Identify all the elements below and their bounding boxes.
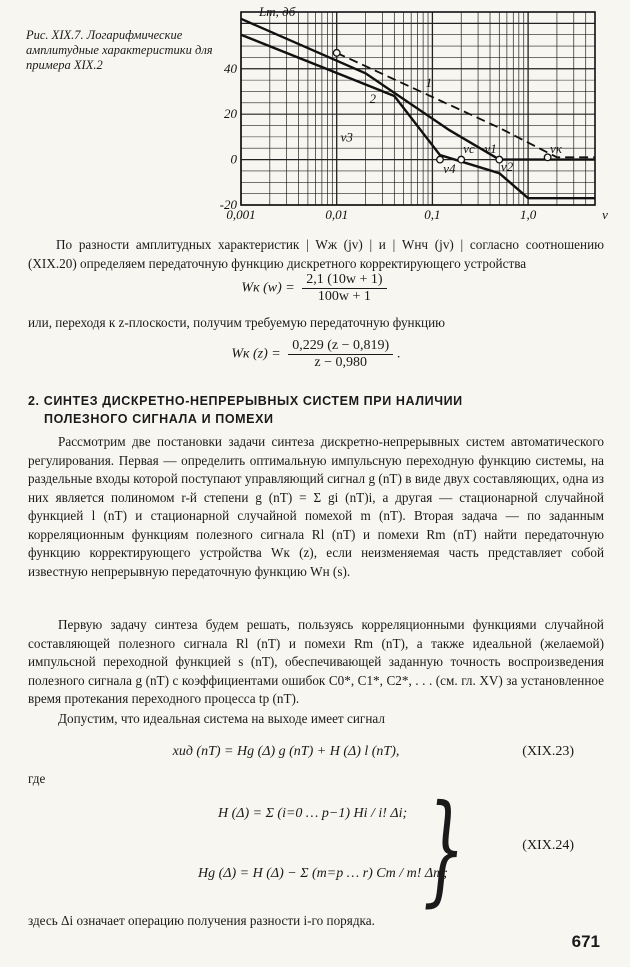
paragraph-6: здесь Δi означает операцию получения разности i-го порядка. (28, 913, 375, 928)
annotation-vc: vc (463, 140, 475, 156)
annotation-v4: v4 (443, 161, 456, 177)
equation-xix-24-line-1: H (Δ) = Σ (i=0 … p−1) Hi / i! Δi; (218, 806, 408, 821)
formula-wk-w-lhs: Wк (w) = (241, 280, 295, 296)
paragraph-3: Рассмотрим две постановки задачи синтеза дискретно-непрерывных систем автоматического регулирования. Первая — определить оптимальную импульсную переходную функцию системы, на раздельные входы которой поступают управляющий сигнал g (nT) в виде двух составляющих, одна из них является полиномом r-й степени g (nT) = Σ gi (nT)i, а другая — стационарной случайной функцией l (nT) и стационарной случайной помехой m (nT). Вторая задача — по заданным корреляционным функциям полезного сигнала Rl (nT) и помехи Rm (nT) найти передаточную функцию корректирующего устройства Wк (z), если неизменяемая часть представляет собой известную непрерывную передаточную функцию Wн (s). (28, 434, 604, 579)
annotation-vk: vк (550, 140, 563, 156)
annotation-v2: v2 (500, 158, 514, 174)
formula-wk-z-lhs: Wк (z) = (231, 346, 281, 362)
where-word: где (28, 771, 46, 786)
figure-caption: Рис. XIX.7. Логарифмические амплитудные характеристики для примера XIX.2 (26, 28, 213, 72)
formula-wk-w (28, 272, 604, 305)
section-heading-line-1: 2. СИНТЕЗ ДИСКРЕТНО-НЕПРЕРЫВНЫХ СИСТЕМ ПРИ НАЛИЧИИ (28, 394, 463, 408)
y-tick-label: 20 (224, 106, 237, 122)
section-heading (28, 392, 588, 428)
y-axis-label: Lm, дб (259, 4, 296, 19)
formula-wk-z-denominator: z − 0,980 (314, 355, 368, 370)
x-tick-label: 1,0 (519, 207, 537, 222)
equation-xix-23-number: (XIX.23) (522, 744, 574, 759)
x-tick-label: 0,001 (226, 207, 256, 222)
series-line-3 (241, 35, 595, 198)
formula-wk-z (28, 338, 604, 371)
paragraph-2: или, переходя к z-плоскости, получим требуемую передаточную функцию (28, 315, 445, 330)
section-heading-line-2: ПОЛЕЗНОГО СИГНАЛА И ПОМЕХИ (44, 412, 274, 426)
paragraph-4: Первую задачу синтеза будем решать, пользуясь корреляционными функциями случайной составляющей полезного сигнала Rl (nT) и помехи Rm (nT), а также идеальной (желаемой) импульсной переходной функцией s (nT), обеспечивающей заданную точность воспроизведения полезного сигнала g (nT) с коэффициентами ошибок C0*, C1*, C2*, . . . (см. гл. XV) за установленное время протекания переходного процесса tp (nT). (28, 617, 604, 706)
page-number: 671 (571, 932, 600, 951)
annotation-curve-1: 1 (425, 74, 433, 90)
figure-chart (219, 2, 615, 227)
data-point-marker (458, 156, 465, 163)
formula-wk-w-numerator: 2,1 (10w + 1) (302, 272, 386, 289)
chart-svg (219, 2, 615, 227)
formula-wk-z-tail: . (397, 346, 401, 362)
x-tick-label: 0,1 (424, 207, 441, 222)
right-brace: } (423, 780, 466, 919)
equation-xix-23 (28, 744, 604, 760)
annotation-v1: v1 (484, 140, 497, 156)
x-axis-label: v (602, 207, 608, 222)
paragraph-1: По разности амплитудных характеристик | Wж (jv) | и | Wнч (jv) | согласно соотношению (XIX.20) определяем передаточную функцию дискретного корректирующего устройства (28, 237, 604, 271)
formula-wk-w-denominator: 100w + 1 (317, 289, 371, 304)
x-tick-label: 0,01 (325, 207, 349, 222)
y-tick-label: -20 (219, 197, 237, 212)
data-point-marker (333, 50, 340, 57)
annotation-curve-2: 2 (369, 90, 376, 106)
series-line-2 (241, 19, 595, 160)
equation-xix-24-line-2: Hg (Δ) = H (Δ) − Σ (m=p … r) Cm / m! Δm; (198, 866, 448, 881)
data-point-marker (437, 156, 444, 163)
formula-wk-z-numerator: 0,229 (z − 0,819) (288, 338, 393, 355)
paragraph-5: Допустим, что идеальная система на выходе имеет сигнал (58, 711, 385, 726)
equation-xix-24-number: (XIX.24) (522, 838, 574, 853)
annotation-v3: v3 (340, 129, 353, 145)
y-tick-label: 0 (230, 151, 237, 167)
equation-xix-23-body: xид (nT) = Hg (Δ) g (nT) + H (Δ) l (nT), (172, 744, 400, 759)
y-tick-label: 40 (224, 60, 237, 76)
equation-xix-24 (28, 780, 604, 919)
